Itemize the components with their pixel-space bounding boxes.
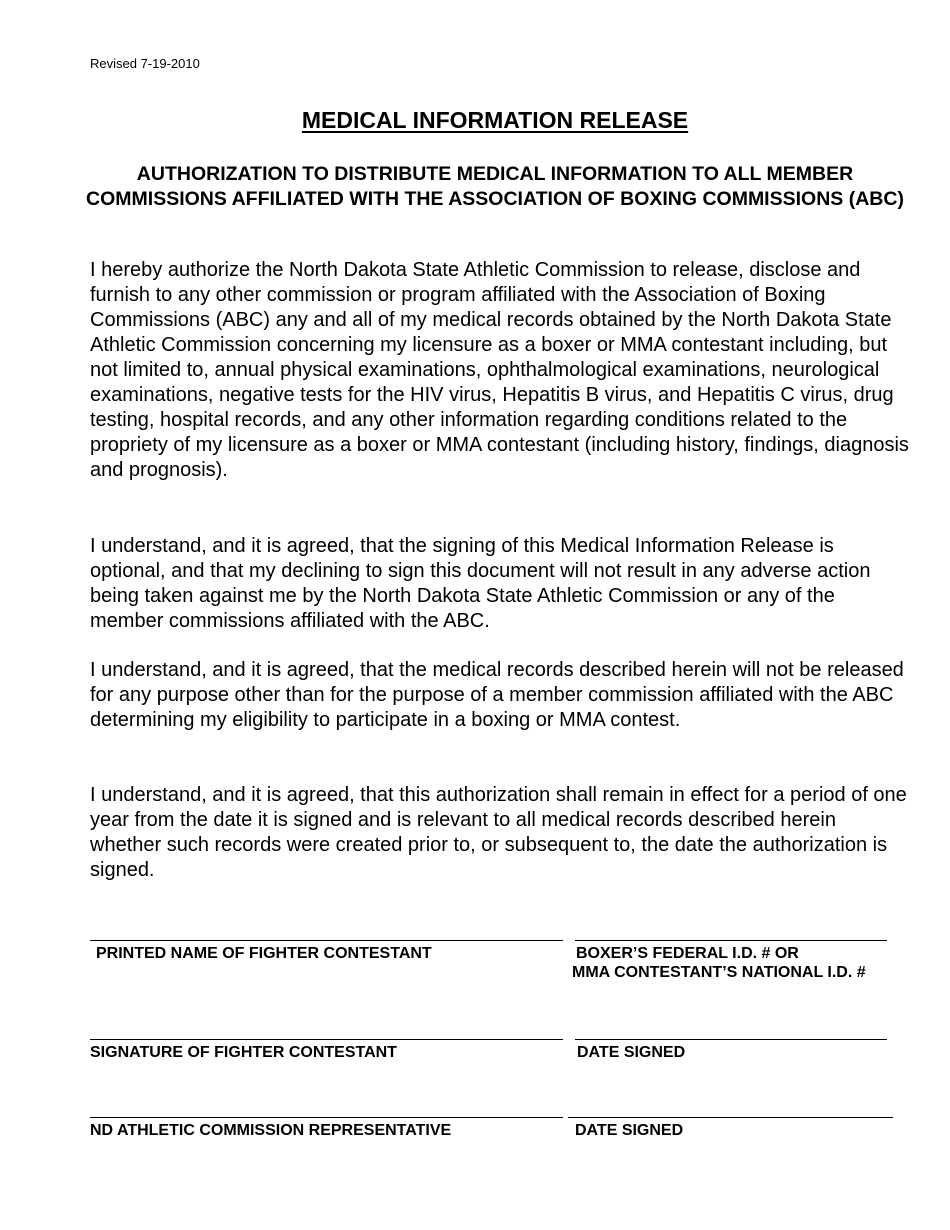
federal-id-label-line2: MMA CONTESTANT’S NATIONAL I.D. # — [572, 964, 866, 981]
signature-label: SIGNATURE OF FIGHTER CONTESTANT — [90, 1044, 397, 1061]
printed-name-line[interactable] — [90, 940, 563, 941]
optional-signing-paragraph: I understand, and it is agreed, that the signing of this Medical Information Release is optional, and that my declining to sign this document will not result in any adverse action being taken against me by the North Dakota State Athletic Commission or any of the member commissions affiliated with the ABC. — [90, 535, 871, 632]
purpose-limitation-paragraph: I understand, and it is agreed, that the medical records described herein will not be released for any purpose other than for the purpose of a member commission affiliated with the ABC determining my eligibility to participate in a boxing or MMA contest. — [90, 659, 904, 731]
duration-paragraph: I understand, and it is agreed, that this authorization shall remain in effect for a period of one year from the date it is signed and is relevant to all medical records described herein whether such records were created prior to, or subsequent to, the date the authorization is signed. — [90, 784, 907, 881]
representative-label: ND ATHLETIC COMMISSION REPRESENTATIVE — [90, 1122, 452, 1139]
date-signed-label-2: DATE SIGNED — [575, 1122, 684, 1139]
date-signed-line-2[interactable] — [568, 1117, 893, 1118]
revised-date: Revised 7-19-2010 — [90, 56, 200, 71]
document-title: MEDICAL INFORMATION RELEASE — [301, 107, 689, 133]
signature-line[interactable] — [90, 1039, 563, 1040]
federal-id-label-line1: BOXER’S FEDERAL I.D. # OR — [576, 945, 799, 962]
federal-id-line[interactable] — [575, 940, 887, 941]
document-subtitle: AUTHORIZATION TO DISTRIBUTE MEDICAL INFORMATION TO ALL MEMBER COMMISSIONS AFFILIATED WITH THE ASSOCIATION OF BOXING COMMISSIONS (ABC) — [86, 163, 904, 210]
date-signed-line-1[interactable] — [575, 1039, 887, 1040]
printed-name-label: PRINTED NAME OF FIGHTER CONTESTANT — [96, 945, 432, 962]
representative-line[interactable] — [90, 1117, 563, 1118]
date-signed-label-1: DATE SIGNED — [577, 1044, 686, 1061]
authorization-paragraph: I hereby authorize the North Dakota State Athletic Commission to release, disclose and furnish to any other commission or program affiliated with the Association of Boxing Commissions (ABC) any and all of my medical records obtained by the North Dakota State Athletic Commission concerning my licensure as a boxer or MMA contestant including, but not limited to, annual physical examinations, ophthalmological examinations, neurological examinations, negative tests for the HIV virus, Hepatitis B virus, and Hepatitis C virus, drug testing, hospital records, and any other information regarding conditions related to the propriety of my licensure as a boxer or MMA contestant (including history, findings, diagnosis and prognosis). — [90, 259, 909, 481]
